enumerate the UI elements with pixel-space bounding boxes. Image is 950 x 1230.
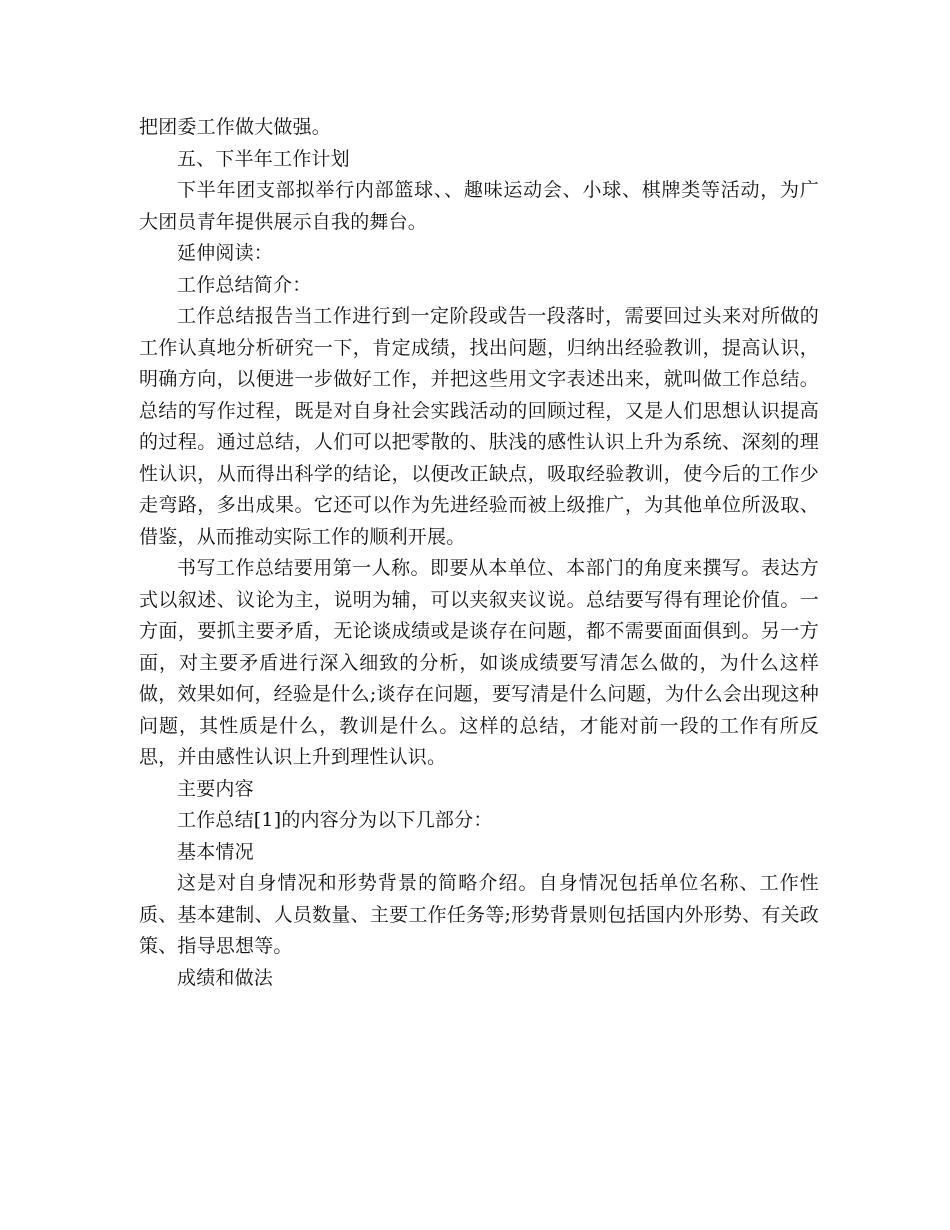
heading-basic-situation: 基本情况 <box>177 840 254 863</box>
heading-extended-reading: 延伸阅读： <box>177 242 274 264</box>
section-heading-plan: 五、下半年工作计划 <box>177 147 350 170</box>
heading-achievements: 成绩和做法 <box>177 966 274 989</box>
heading-summary-intro: 工作总结简介： <box>177 273 312 296</box>
paragraph-content-parts: 工作总结[1]的内容分为以下几部分： <box>177 809 493 831</box>
paragraph-plan: 下半年团支部拟举行内部篮球、、趣味运动会、小球、棋牌类等活动，为广大团员青年提供展示自我的舞台。 <box>139 179 819 233</box>
document-body <box>139 112 819 994</box>
paragraph-writing-guide: 书写工作总结要用第一人称。即要从本单位、本部门的角度来撰写。表达方式以叙述、议论为主，说明为辅，可以夹叙夹议说。总结要写得有理论价值。一方面，要抓主要矛盾，无论谈成绩或是谈存在问题，都不需要面面俱到。另一方面，对主要矛盾进行深入细致的分析，如谈成绩要写清怎么做的，为什么这样做，效果如何，经验是什么;谈存在问题，要写清是什么问题，为什么会出现这种问题，其性质是什么，教训是什么。这样的总结，才能对前一段的工作有所反思，并由感性认识上升到理性认识。 <box>139 557 819 768</box>
paragraph-1: 把团委工作做大做强。 <box>139 116 332 138</box>
paragraph-basic-situation: 这是对自身情况和形势背景的简略介绍。自身情况包括单位名称、工作性质、基本建制、人员数量、主要工作任务等;形势背景则包括国内外形势、有关政策、指导思想等。 <box>139 872 819 957</box>
heading-main-content: 主要内容 <box>177 777 254 800</box>
paragraph-summary-intro: 工作总结报告当工作进行到一定阶段或告一段落时，需要回过头来对所做的工作认真地分析研究一下，肯定成绩，找出问题，归纳出经验教训，提高认识，明确方向，以便进一步做好工作，并把这些用文字表述出来，就叫做工作总结。总结的写作过程，既是对自身社会实践活动的回顾过程，又是人们思想认识提高的过程。通过总结，人们可以把零散的、肤浅的感性认识上升为系统、深刻的理性认识，从而得出科学的结论，以便改正缺点，吸取经验教训，使今后的工作少走弯路，多出成果。它还可以作为先进经验而被上级推广，为其他单位所汲取、借鉴，从而推动实际工作的顺利开展。 <box>139 305 819 548</box>
